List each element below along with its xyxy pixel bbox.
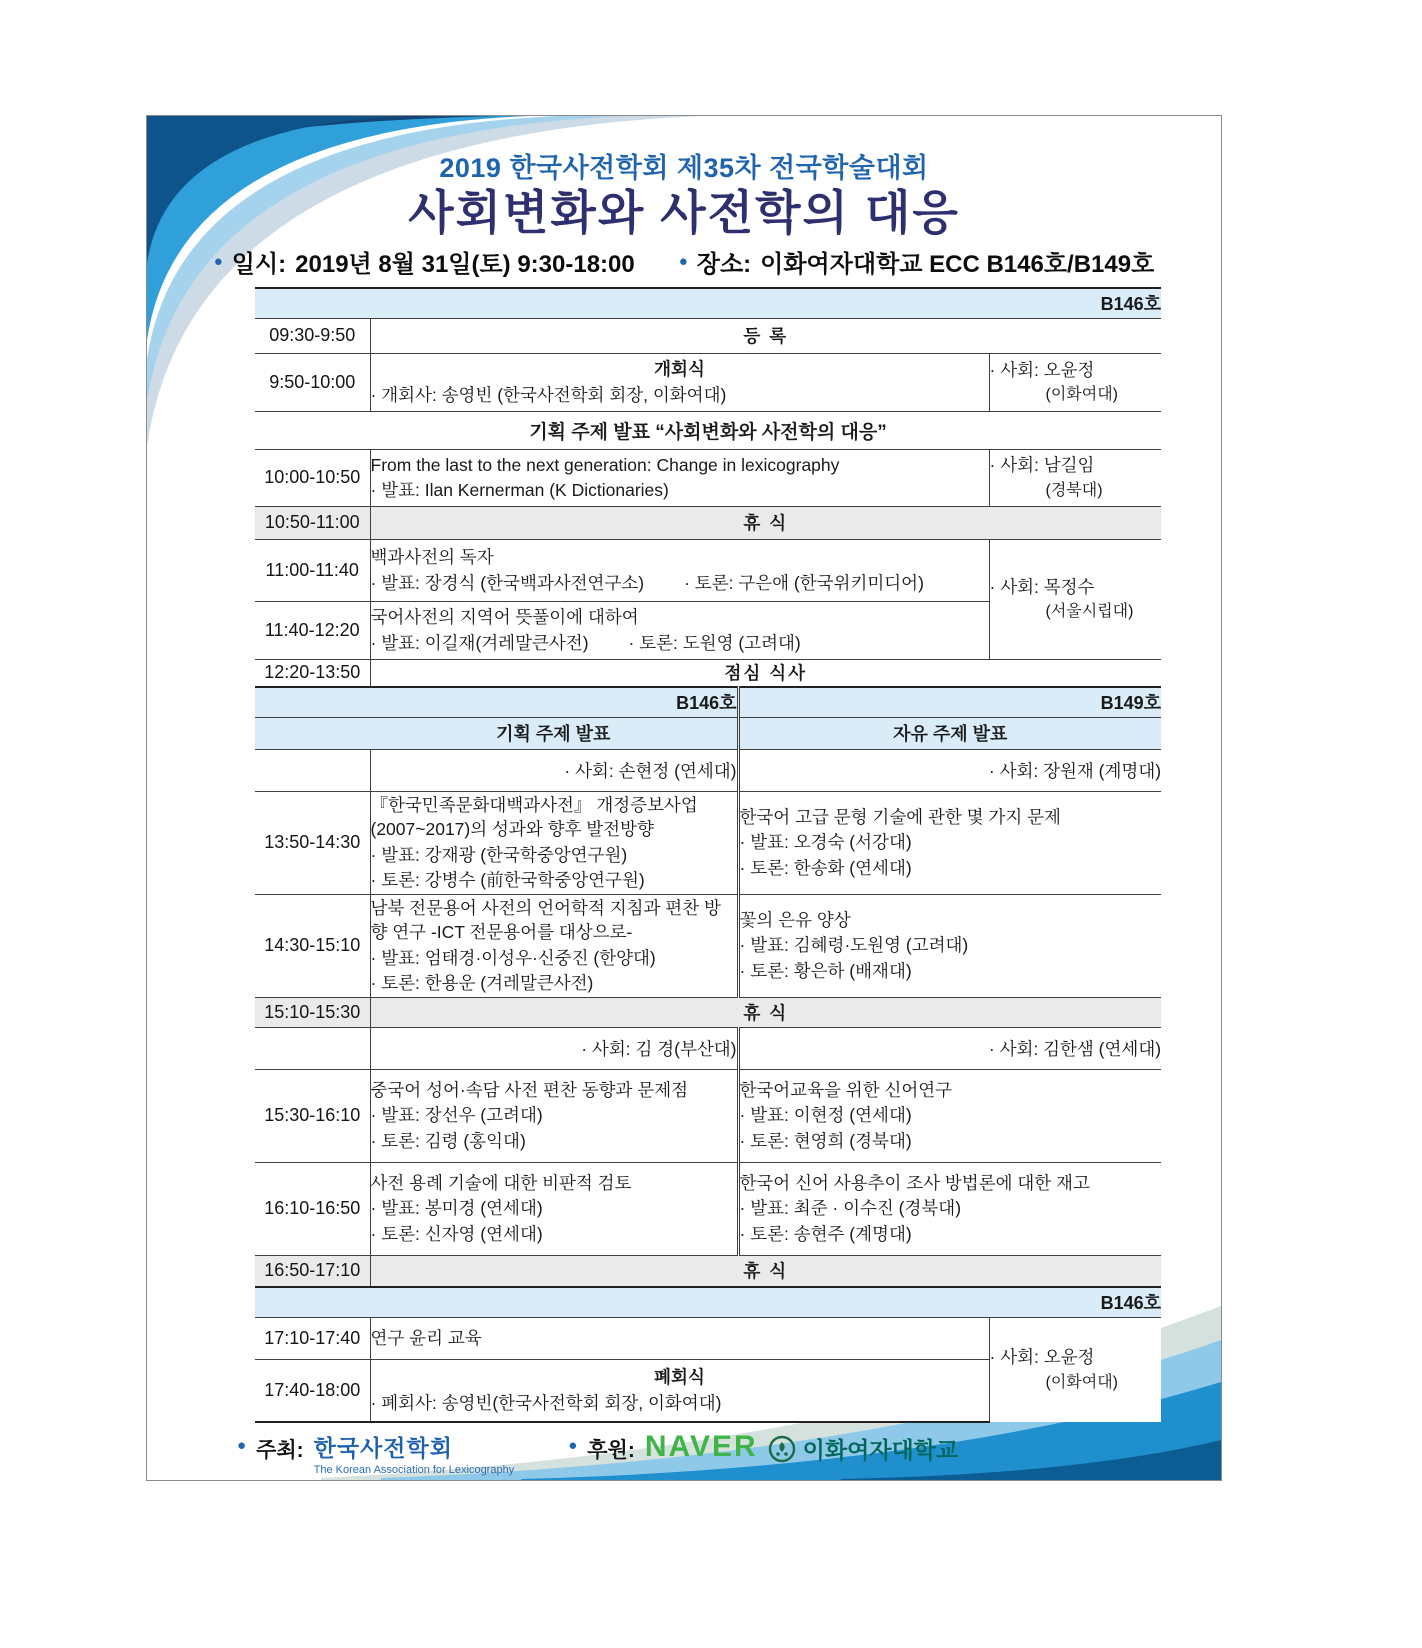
- session-title: From the last to the next generation: Change in lexicography: [370, 454, 840, 475]
- break-row: [255, 506, 1161, 539]
- presenter: · 발표: 이길재(겨레말큰사전): [370, 632, 589, 653]
- empty-time-cell: [255, 749, 370, 791]
- session-cell-left: [370, 894, 738, 997]
- chair-cell: [989, 449, 1161, 506]
- session-cell-right: [738, 1162, 1161, 1255]
- dual-room-header-row: [255, 687, 1161, 717]
- host-logo: [314, 1430, 515, 1476]
- room-header-row: [255, 288, 1161, 318]
- chair-right: · 사회: 김한샘 (연세대): [738, 1027, 1161, 1069]
- parallel-session-row: [255, 791, 1161, 894]
- presenter-line: · 발표: 최준 · 이수진 (경북대): [739, 1198, 962, 1219]
- room-label-right: B149호: [738, 687, 1161, 717]
- session-title: 한국어 신어 사용추이 조사 방법론에 대한 재고: [739, 1172, 1090, 1193]
- presenter-line: · 발표: 오경숙 (서강대): [739, 832, 912, 853]
- chair-name: · 사회: 목정수: [989, 576, 1095, 597]
- break-row: [255, 1255, 1161, 1287]
- chair-cell: [989, 1317, 1161, 1422]
- chair-right: · 사회: 장원재 (계명대): [738, 749, 1161, 791]
- ethics-row: [255, 1317, 1161, 1359]
- discussant-line: · 토론: 현영희 (경북대): [739, 1130, 912, 1151]
- session-cell-right: [738, 1069, 1161, 1162]
- presenter-line: · 발표: 강재광 (한국학중앙연구원): [370, 844, 628, 865]
- section-heading: 기획 주제 발표 “사회변화와 사전학의 대응”: [255, 411, 1161, 449]
- session-title: 『한국민족문화대백과사전』 개정증보사업 (2007~2017)의 성과와 향후 발전방향: [370, 794, 698, 839]
- chair-name: · 사회: 오윤정: [989, 1347, 1095, 1368]
- parallel-session-row: [255, 894, 1161, 997]
- ewha-emblem-icon: [768, 1435, 796, 1463]
- break-row: [255, 997, 1161, 1027]
- track-title-row: [255, 717, 1161, 749]
- discussant-line: · 토론: 신자영 (연세대): [370, 1223, 543, 1244]
- program-sheet: [146, 115, 1222, 1481]
- presenter-line: · 발표: 이현정 (연세대): [739, 1105, 912, 1126]
- time-cell: 15:10-15:30: [255, 997, 370, 1027]
- session-cell: [370, 601, 989, 659]
- chair-affiliation: (이화여대): [1045, 1373, 1118, 1391]
- keynote-section-row: [255, 411, 1161, 449]
- presenter-line: [371, 631, 989, 656]
- time-cell: 16:50-17:10: [255, 1255, 370, 1287]
- host-block: [237, 1430, 514, 1476]
- conference-name: 2019 한국사전학회 제35차 전국학술대회: [439, 153, 929, 183]
- time-cell: 12:20-13:50: [255, 659, 370, 687]
- session-cell-left: [370, 1162, 738, 1255]
- registration-row: [255, 318, 1161, 353]
- session-cell: 등 록: [370, 318, 1161, 353]
- chair-left: · 사회: 김 경(부산대): [370, 1027, 738, 1069]
- session-title: 중국어 성어·속담 사전 편찬 동향과 문제점: [370, 1079, 689, 1100]
- discussant-line: · 토론: 한송화 (연세대): [739, 857, 912, 878]
- session-title: 개회식: [654, 359, 705, 379]
- discussant-line: · 토론: 송현주 (계명대): [739, 1223, 912, 1244]
- session-title: 남북 전문용어 사전의 언어학적 지침과 편찬 방향 연구 -ICT 전문용어를 대상으로-: [370, 897, 721, 942]
- session-title: 한국어 고급 문형 기술에 관한 몇 가지 문제: [739, 806, 1061, 827]
- ewha-name: 이화여자대학교: [802, 1437, 959, 1463]
- session-detail: · 개회사: 송영빈 (한국사전학회 회장, 이화여대): [370, 384, 727, 405]
- session-cell-left: [370, 1069, 738, 1162]
- chair-name: · 사회: 남길임: [989, 455, 1095, 476]
- chair-row: [255, 1027, 1161, 1069]
- discussant: · 토론: 도원영 (고려대): [628, 632, 801, 653]
- presenter: · 발표: 장경식 (한국백과사전연구소): [370, 572, 645, 593]
- presenter-line: · 발표: 장선우 (고려대): [370, 1105, 543, 1126]
- time-cell: 10:00-10:50: [255, 449, 370, 506]
- time-cell: 9:50-10:00: [255, 353, 370, 411]
- event-info-line: [147, 244, 1221, 279]
- keynote-row: [255, 449, 1161, 506]
- venue-info: [679, 244, 1155, 279]
- session-cell: [370, 449, 989, 506]
- schedule-table-container: [255, 287, 1161, 1423]
- venue-label: 장소:: [696, 251, 752, 278]
- discussant-line: · 토론: 황은하 (배재대): [739, 960, 912, 981]
- sponsor-label: 후원:: [587, 1439, 635, 1462]
- chair-cell: [989, 539, 1161, 659]
- presenter-line: · 발표: Ilan Kernerman (K Dictionaries): [370, 480, 669, 500]
- time-cell: 11:00-11:40: [255, 539, 370, 601]
- bullet-icon: ●: [237, 1437, 247, 1454]
- time-cell: 10:50-11:00: [255, 506, 370, 539]
- session-cell: [370, 353, 989, 411]
- presenter-line: · 발표: 엄태경·이성우·신중진 (한양대): [370, 947, 656, 968]
- presenter-line: · 발표: 봉미경 (연세대): [370, 1198, 543, 1219]
- time-cell: 13:50-14:30: [255, 791, 370, 894]
- time-cell: 15:30-16:10: [255, 1069, 370, 1162]
- datetime-value: 2019년 8월 31일(토) 9:30-18:00: [295, 251, 635, 278]
- bullet-icon: ●: [213, 253, 223, 270]
- time-cell: 14:30-15:10: [255, 894, 370, 997]
- host-name: 한국사전학회: [313, 1435, 453, 1461]
- track-title-right: 자유 주제 발표: [738, 717, 1161, 749]
- break-cell: 휴 식: [370, 506, 1161, 539]
- session-detail: · 폐회사: 송영빈(한국사전학회 회장, 이화여대): [370, 1392, 722, 1413]
- ewha-logo-block: [768, 1430, 959, 1465]
- session-title: 폐회식: [654, 1367, 705, 1388]
- datetime-info: [214, 244, 635, 279]
- discussant-line: · 토론: 강병수 (前한국학중앙연구원): [370, 870, 645, 890]
- time-cell: 17:10-17:40: [255, 1317, 370, 1359]
- time-cell: 11:40-12:20: [255, 601, 370, 659]
- chair-affiliation: (이화여대): [1045, 386, 1118, 404]
- chair-affiliation: (경북대): [1045, 481, 1103, 499]
- bullet-icon: ●: [568, 1437, 578, 1454]
- chair-name: · 사회: 오윤정: [989, 359, 1095, 380]
- session-cell-right: [738, 791, 1161, 894]
- session-title: 한국어교육을 위한 신어연구: [739, 1079, 953, 1100]
- time-cell: 17:40-18:00: [255, 1359, 370, 1422]
- room-label-left: B146호: [370, 687, 738, 717]
- talk-row: [255, 539, 1161, 601]
- empty-cell: [255, 687, 370, 717]
- session-cell: [370, 539, 989, 601]
- time-cell: 16:10-16:50: [255, 1162, 370, 1255]
- schedule-table: [255, 287, 1161, 1423]
- page-title: 사회변화와 사전학의 대응: [408, 186, 960, 239]
- empty-cell: [255, 717, 370, 749]
- session-title: 꽃의 은유 양상: [739, 909, 851, 930]
- session-cell: [370, 1359, 989, 1422]
- discussant-line: · 토론: 한용운 (겨레말큰사전): [370, 973, 594, 993]
- time-cell: 09:30-9:50: [255, 318, 370, 353]
- parallel-session-row: [255, 1162, 1161, 1255]
- chair-left: · 사회: 손현정 (연세대): [370, 749, 738, 791]
- session-cell-left: [370, 791, 738, 894]
- session-title: 사전 용례 기술에 대한 비판적 검토: [370, 1172, 632, 1193]
- track-title-left: 기획 주제 발표: [370, 717, 738, 749]
- parallel-session-row: [255, 1069, 1161, 1162]
- chair-cell: [989, 353, 1161, 411]
- lunch-row: [255, 659, 1161, 687]
- discussant: · 토론: 구은애 (한국위키미디어): [684, 572, 924, 593]
- session-cell-right: [738, 894, 1161, 997]
- sponsor-block: [568, 1430, 958, 1465]
- chair-row: [255, 749, 1161, 791]
- session-title: 국어사전의 지역어 뜻풀이에 대하여: [370, 607, 639, 627]
- chair-affiliation: (서울시립대): [1045, 603, 1134, 621]
- room-header-row: [255, 1287, 1161, 1317]
- session-title: 연구 윤리 교육: [370, 1327, 482, 1348]
- bullet-icon: ●: [678, 253, 688, 270]
- empty-time-cell: [255, 1027, 370, 1069]
- venue-value: 이화여자대학교 ECC B146호/B149호: [760, 251, 1155, 278]
- lunch-cell: 점심 식사: [370, 659, 1161, 687]
- opening-ceremony-row: [255, 353, 1161, 411]
- room-label: B146호: [255, 1287, 1161, 1317]
- naver-logo: NAVER: [644, 1430, 758, 1463]
- break-cell: 휴 식: [370, 997, 1161, 1027]
- presenter-line: · 발표: 김혜령·도원영 (고려대): [739, 935, 969, 956]
- room-label: B146호: [255, 288, 1161, 318]
- host-label: 주최:: [256, 1439, 304, 1462]
- datetime-label: 일시:: [231, 251, 287, 278]
- host-subtitle: The Korean Association for Lexicography: [313, 1464, 515, 1476]
- session-title: 백과사전의 독자: [370, 547, 494, 567]
- break-cell: 휴 식: [370, 1255, 1161, 1287]
- footer: [237, 1430, 958, 1476]
- discussant-line: · 토론: 김령 (홍익대): [370, 1130, 526, 1151]
- session-cell: [370, 1317, 989, 1359]
- presenter-line: [371, 571, 989, 596]
